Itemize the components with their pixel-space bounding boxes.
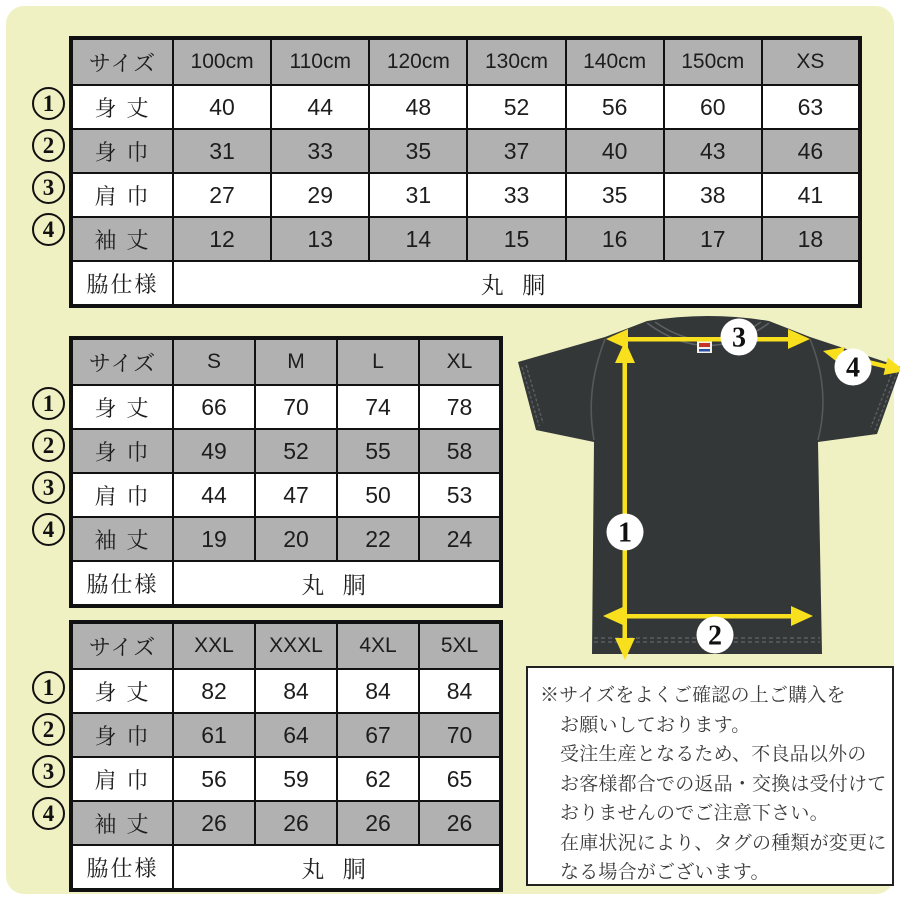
measurement-value: 84 <box>255 669 337 713</box>
measurement-row <box>71 173 860 217</box>
diagram-marker-4 <box>835 349 872 386</box>
measurement-label: 身 巾 <box>71 429 173 473</box>
row-markers-adult <box>32 387 65 546</box>
size-column-header: 150cm <box>664 38 762 85</box>
measurement-value: 52 <box>255 429 337 473</box>
note-line: なる場合がございます。 <box>560 862 770 883</box>
measurement-label: 身 丈 <box>71 385 173 429</box>
measurement-value: 70 <box>255 385 337 429</box>
measurement-label: 肩 巾 <box>71 173 173 217</box>
row-marker-1: 1 <box>32 671 65 704</box>
measurement-value: 70 <box>419 713 501 757</box>
measurement-value: 52 <box>467 85 565 129</box>
measurement-value: 43 <box>664 129 762 173</box>
measurement-row <box>71 517 501 561</box>
measurement-value: 37 <box>467 129 565 173</box>
measurement-value: 78 <box>419 385 501 429</box>
size-column-header: 140cm <box>566 38 664 85</box>
measurement-value: 15 <box>467 217 565 261</box>
svg-text:3: 3 <box>732 322 746 354</box>
measurement-row <box>71 429 501 473</box>
note-line: お願いしております。 <box>560 714 751 736</box>
measurement-value: 24 <box>419 517 501 561</box>
note-line: ※サイズをよくご確認の上ご購入を <box>540 685 846 706</box>
measurement-label: 袖 丈 <box>71 517 173 561</box>
size-table-kids <box>69 36 862 308</box>
side-spec-row <box>71 845 501 890</box>
measurement-row <box>71 713 501 757</box>
measurement-value: 17 <box>664 217 762 261</box>
size-column-header: XL <box>419 338 501 385</box>
measurement-label: 袖 丈 <box>71 801 173 845</box>
measurement-value: 61 <box>173 713 255 757</box>
row-marker-2: 2 <box>32 129 65 162</box>
measurement-value: 40 <box>173 85 271 129</box>
svg-text:4: 4 <box>846 352 860 384</box>
note-line: 受注生産となるため、不良品以外の <box>560 744 867 765</box>
measurement-label: 身 巾 <box>71 129 173 173</box>
note-line: お客様都合での返品・交換は受付けて <box>560 773 887 795</box>
size-column-header: XXL <box>173 622 255 669</box>
size-table-adult <box>69 336 503 608</box>
measurement-label: 肩 巾 <box>71 473 173 517</box>
measurement-value: 53 <box>419 473 501 517</box>
row-marker-3: 3 <box>32 171 65 204</box>
size-column-header: XS <box>762 38 860 85</box>
size-table-plus <box>69 620 503 892</box>
measurement-value: 26 <box>419 801 501 845</box>
measurement-value: 35 <box>566 173 664 217</box>
size-column-header: M <box>255 338 337 385</box>
size-column-header: S <box>173 338 255 385</box>
note-line: 在庫状況により、タグの種類が変更に <box>560 832 887 854</box>
measurement-label: 肩 巾 <box>71 757 173 801</box>
side-spec-label: 脇仕様 <box>71 561 173 606</box>
measurement-value: 38 <box>664 173 762 217</box>
measurement-label: 身 丈 <box>71 669 173 713</box>
measurement-value: 48 <box>369 85 467 129</box>
measurement-row <box>71 669 501 713</box>
measurement-value: 44 <box>173 473 255 517</box>
measurement-value: 22 <box>337 517 419 561</box>
side-spec-row <box>71 261 860 306</box>
measurement-value: 40 <box>566 129 664 173</box>
measurement-row <box>71 757 501 801</box>
measurement-value: 84 <box>337 669 419 713</box>
measurement-label: 身 丈 <box>71 85 173 129</box>
note-line: おりませんのでご注意下さい。 <box>560 803 829 824</box>
measurement-row <box>71 129 860 173</box>
measurement-value: 47 <box>255 473 337 517</box>
measurement-value: 13 <box>271 217 369 261</box>
measurement-value: 18 <box>762 217 860 261</box>
measurement-value: 20 <box>255 517 337 561</box>
measurement-value: 26 <box>173 801 255 845</box>
measurement-value: 19 <box>173 517 255 561</box>
row-markers-kids <box>32 87 65 246</box>
size-column-header: L <box>337 338 419 385</box>
row-marker-1: 1 <box>32 387 65 420</box>
measurement-value: 62 <box>337 757 419 801</box>
measurement-value: 31 <box>369 173 467 217</box>
measurement-row <box>71 473 501 517</box>
measurement-value: 50 <box>337 473 419 517</box>
measurement-row <box>71 217 860 261</box>
side-spec-label: 脇仕様 <box>71 261 173 306</box>
size-column-header: 5XL <box>419 622 501 669</box>
measurement-value: 46 <box>762 129 860 173</box>
row-marker-3: 3 <box>32 471 65 504</box>
measurement-value: 67 <box>337 713 419 757</box>
size-column-header: 100cm <box>173 38 271 85</box>
infographic-canvas <box>6 6 894 894</box>
size-column-header: 120cm <box>369 38 467 85</box>
row-marker-4: 4 <box>32 797 65 830</box>
side-spec-label: 脇仕様 <box>71 845 173 890</box>
measurement-label: 身 巾 <box>71 713 173 757</box>
measurement-value: 14 <box>369 217 467 261</box>
side-spec-value: 丸 胴 <box>173 845 501 890</box>
measurement-value: 29 <box>271 173 369 217</box>
row-marker-2: 2 <box>32 713 65 746</box>
measurement-value: 41 <box>762 173 860 217</box>
side-spec-value: 丸 胴 <box>173 261 860 306</box>
row-marker-4: 4 <box>32 513 65 546</box>
measurement-value: 59 <box>255 757 337 801</box>
row-marker-4: 4 <box>32 213 65 246</box>
measurement-value: 26 <box>255 801 337 845</box>
measurement-value: 26 <box>337 801 419 845</box>
measurement-value: 64 <box>255 713 337 757</box>
purchase-notice-box <box>526 666 894 886</box>
measurement-value: 44 <box>271 85 369 129</box>
size-column-header: XXXL <box>255 622 337 669</box>
measurement-label: 袖 丈 <box>71 217 173 261</box>
measurement-value: 60 <box>664 85 762 129</box>
measurement-value: 33 <box>271 129 369 173</box>
measurement-value: 65 <box>419 757 501 801</box>
measurement-value: 58 <box>419 429 501 473</box>
row-marker-1: 1 <box>32 87 65 120</box>
row-marker-3: 3 <box>32 755 65 788</box>
size-header-label: サイズ <box>71 622 173 669</box>
measurement-value: 74 <box>337 385 419 429</box>
side-spec-row <box>71 561 501 606</box>
measurement-row <box>71 385 501 429</box>
measurement-value: 84 <box>419 669 501 713</box>
size-header-label: サイズ <box>71 338 173 385</box>
tshirt-svg <box>506 304 900 664</box>
neck-tag <box>697 340 712 353</box>
svg-text:1: 1 <box>618 517 632 549</box>
measurement-value: 66 <box>173 385 255 429</box>
measurement-value: 55 <box>337 429 419 473</box>
measurement-value: 12 <box>173 217 271 261</box>
measurement-value: 56 <box>566 85 664 129</box>
measurement-value: 16 <box>566 217 664 261</box>
svg-text:2: 2 <box>708 620 722 652</box>
diagram-marker-2 <box>697 617 734 654</box>
measurement-value: 56 <box>173 757 255 801</box>
row-markers-plus <box>32 671 65 830</box>
size-column-header: 130cm <box>467 38 565 85</box>
tshirt-diagram <box>506 304 900 664</box>
row-marker-2: 2 <box>32 429 65 462</box>
measurement-value: 27 <box>173 173 271 217</box>
size-column-header: 110cm <box>271 38 369 85</box>
measurement-row <box>71 85 860 129</box>
measurement-value: 49 <box>173 429 255 473</box>
diagram-marker-1 <box>607 514 644 551</box>
measurement-row <box>71 801 501 845</box>
measurement-value: 31 <box>173 129 271 173</box>
measurement-value: 35 <box>369 129 467 173</box>
measurement-value: 33 <box>467 173 565 217</box>
measurement-value: 63 <box>762 85 860 129</box>
measurement-value: 82 <box>173 669 255 713</box>
size-header-label: サイズ <box>71 38 173 85</box>
side-spec-value: 丸 胴 <box>173 561 501 606</box>
diagram-marker-3 <box>721 319 758 356</box>
size-column-header: 4XL <box>337 622 419 669</box>
